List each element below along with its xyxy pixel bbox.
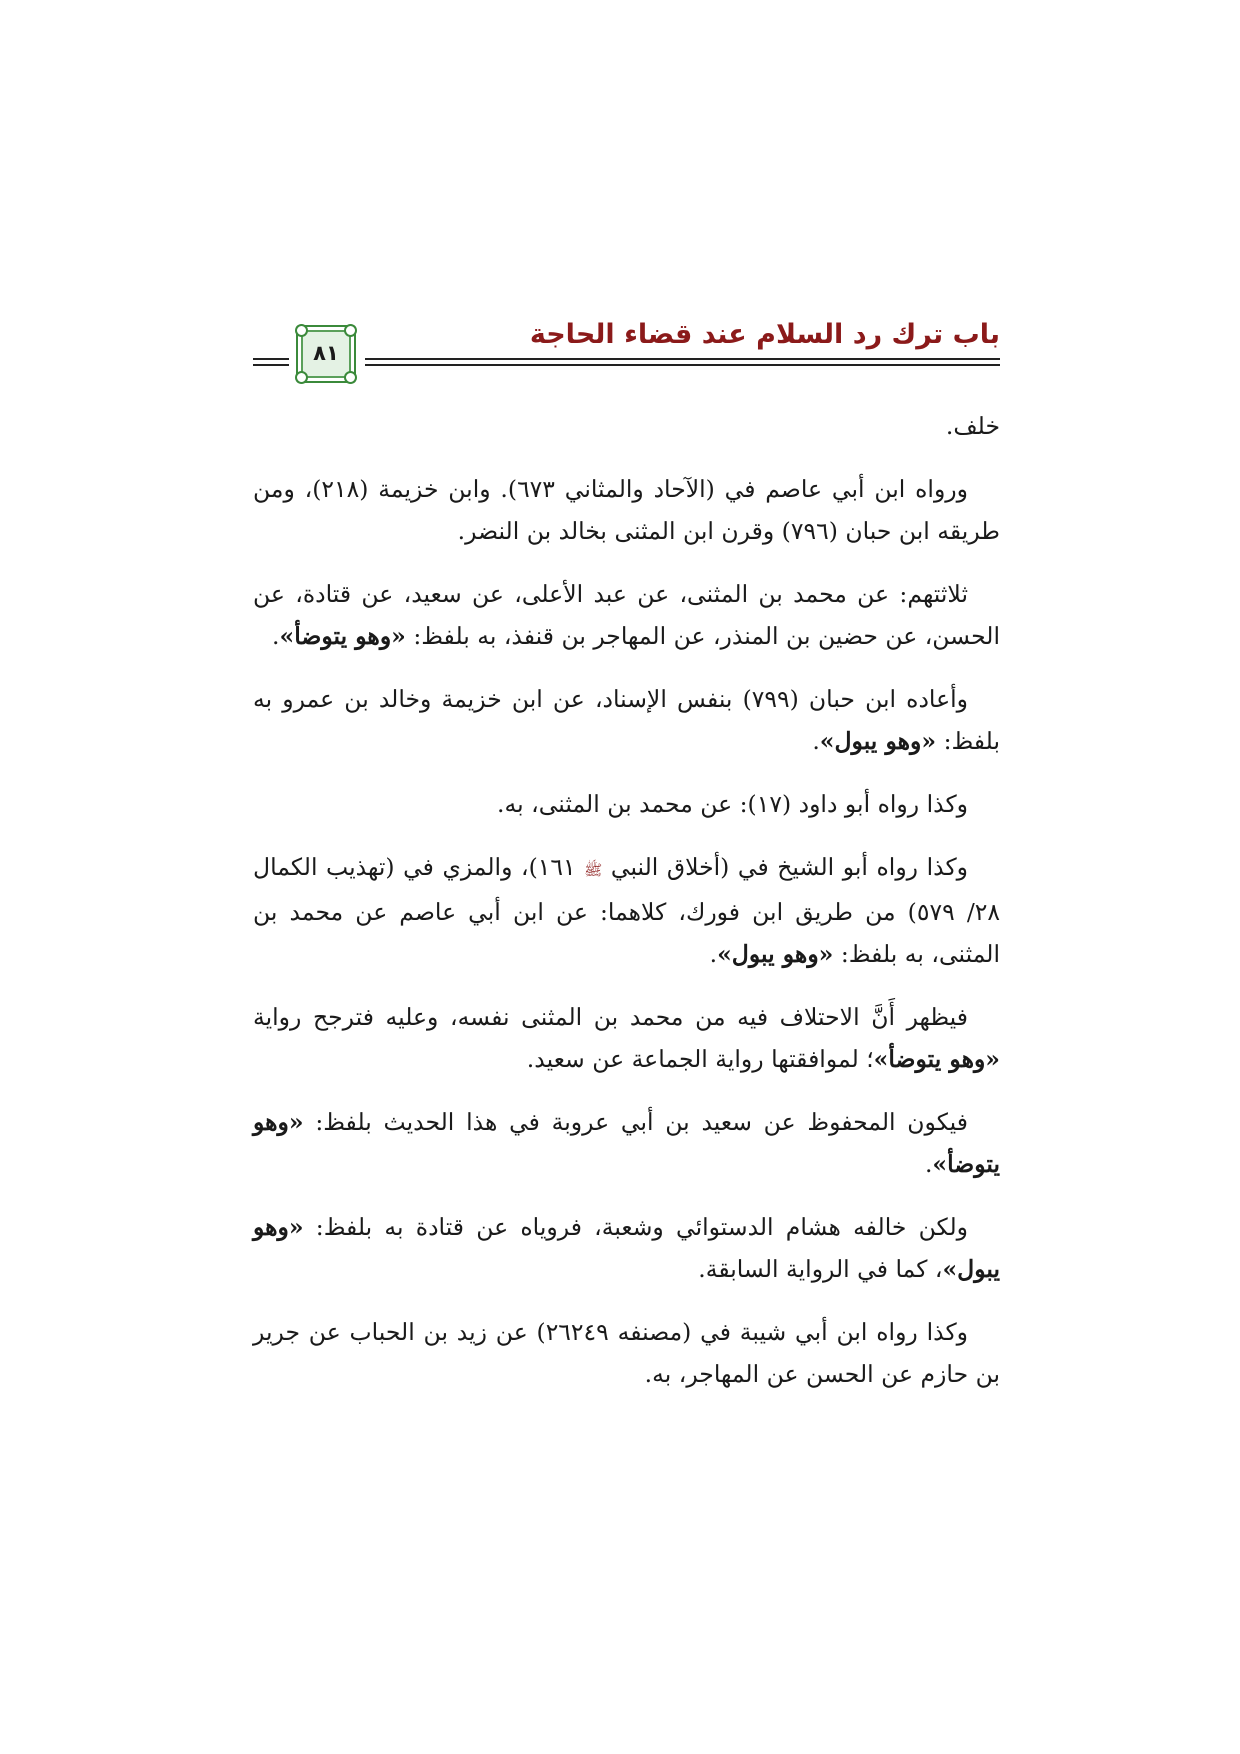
ornament-corner-icon bbox=[344, 371, 357, 384]
paragraph-tail: ، كما في الرواية السابقة. bbox=[698, 1255, 943, 1283]
paragraph-text: ١٦١)، والمزي في (تهذيب الكمال ٢٨/ ٥٧٩) من طريق ابن فورك، كلاهما: عن ابن أبي عاصم عن محمد بن المثنى، به بلفظ: bbox=[253, 853, 1000, 968]
paragraph-text: فيظهر أَنَّ الاحتلاف فيه من محمد بن المثنى نفسه، وعليه فترجح رواية bbox=[253, 1003, 968, 1031]
paragraph-text: وكذا رواه أبو داود (١٧): عن محمد بن المثنى، به. bbox=[497, 790, 968, 818]
chapter-title: باب ترك رد السلام عند قضاء الحاجة bbox=[529, 319, 1000, 350]
paragraph-tail: . bbox=[709, 940, 718, 968]
page-body bbox=[253, 405, 1000, 1416]
header-rule-right-bottom bbox=[365, 364, 1000, 366]
quoted-wording: «وهو يتوضأ» bbox=[279, 622, 406, 650]
paragraph-text: خلف. bbox=[945, 412, 1000, 440]
page-number: ٨١ bbox=[313, 341, 339, 365]
paragraph-text: ولكن خالفه هشام الدستوائي وشعبة، فروياه عن قتادة به بلفظ: bbox=[303, 1213, 968, 1241]
header-rule-left-top bbox=[253, 358, 289, 360]
ornament-corner-icon bbox=[295, 371, 308, 384]
ornament-corner-icon bbox=[295, 324, 308, 337]
salutation-symbol: ﷺ bbox=[584, 861, 603, 879]
paragraph-2 bbox=[253, 573, 1000, 657]
paragraph-text: وأعاده ابن حبان (٧٩٩) بنفس الإسناد، عن ابن خزيمة وخالد بن عمرو به بلفظ: bbox=[253, 685, 1000, 755]
paragraph-tail: . bbox=[812, 727, 820, 755]
paragraph-0 bbox=[253, 405, 1000, 447]
paragraph-1 bbox=[253, 468, 1000, 552]
paragraph-6 bbox=[253, 996, 1000, 1080]
paragraph-tail: . bbox=[924, 1150, 933, 1178]
paragraph-text: وكذا رواه أبو الشيخ في (أخلاق النبي bbox=[610, 853, 968, 881]
quoted-wording: «وهو يبول» bbox=[253, 1213, 1000, 1283]
quoted-wording: «وهو يبول» bbox=[717, 940, 834, 968]
paragraph-9 bbox=[253, 1311, 1000, 1395]
quoted-wording: «وهو يتوضأ» bbox=[873, 1045, 1000, 1073]
paragraph-tail: ؛ لموافقتها رواية الجماعة عن سعيد. bbox=[526, 1045, 874, 1073]
paragraph-3 bbox=[253, 678, 1000, 762]
paragraph-tail: . bbox=[272, 622, 280, 650]
page-number-frame bbox=[296, 325, 356, 383]
paragraph-4 bbox=[253, 783, 1000, 825]
paragraph-text: وكذا رواه ابن أبي شيبة في (مصنفه ٢٦٢٤٩) عن زيد بن الحباب عن جرير بن حازم عن الحسن عن المهاجر، به. bbox=[253, 1318, 1000, 1388]
paragraph-7 bbox=[253, 1101, 1000, 1185]
page-header bbox=[253, 318, 1000, 396]
paragraph-text: ورواه ابن أبي عاصم في (الآحاد والمثاني ٦٧٣). وابن خزيمة (٢١٨)، ومن طريقه ابن حبان (٧٩٦) وقرن ابن المثنى بخالد بن النضر. bbox=[253, 475, 1000, 545]
paragraph-5 bbox=[253, 846, 1000, 975]
header-rule-right-top bbox=[365, 358, 1000, 360]
quoted-wording: «وهو يتوضأ» bbox=[253, 1108, 1000, 1178]
header-rule-left-bottom bbox=[253, 364, 289, 366]
paragraph-text: فيكون المحفوظ عن سعيد بن أبي عروبة في هذا الحديث بلفظ: bbox=[303, 1108, 968, 1136]
paragraph-8 bbox=[253, 1206, 1000, 1290]
quoted-wording: «وهو يبول» bbox=[819, 727, 937, 755]
paragraph-text: ثلاثتهم: عن محمد بن المثنى، عن عبد الأعلى، عن سعيد، عن قتادة، عن الحسن، عن حضين بن المنذر، عن المهاجر بن قنفذ، به بلفظ: bbox=[253, 580, 1000, 650]
ornament-corner-icon bbox=[344, 324, 357, 337]
